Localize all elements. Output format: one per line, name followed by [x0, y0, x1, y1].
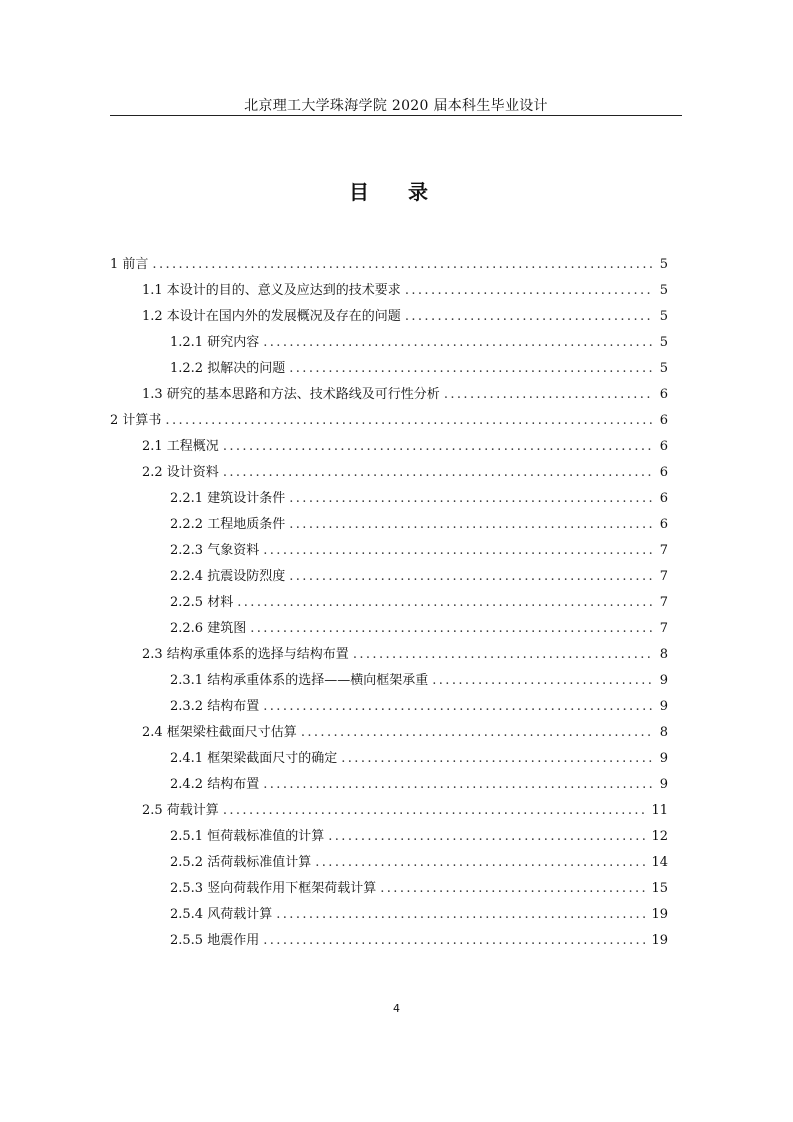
toc-entry-label: 2.3 结构承重体系的选择与结构布置 [142, 647, 349, 662]
toc-leader-dots [405, 280, 654, 302]
toc-entry-page: 14 [651, 855, 668, 870]
toc-entry-page: 9 [659, 751, 668, 766]
header-rule [110, 115, 682, 116]
toc-entry[interactable] [110, 254, 668, 280]
toc-entry-page: 19 [651, 907, 668, 922]
toc-entry[interactable] [110, 384, 668, 410]
toc-entry[interactable] [110, 410, 668, 436]
toc-entry-label: 2.2.2 工程地质条件 [170, 517, 286, 532]
toc-entry[interactable] [110, 358, 668, 384]
page-number: 4 [393, 1002, 400, 1015]
toc-leader-dots [328, 826, 647, 848]
toc-entry-label: 2.5 荷载计算 [142, 803, 219, 818]
toc-leader-dots [263, 332, 654, 354]
page-header: 北京理工大学珠海学院 2020 届本科生毕业设计 [244, 98, 548, 114]
toc-entry-page: 7 [659, 595, 668, 610]
toc-entry-page: 6 [659, 387, 668, 402]
toc-entry-label: 1.2 本设计在国内外的发展概况及存在的问题 [142, 309, 401, 324]
toc-entry-page: 5 [659, 257, 668, 272]
toc-entry-page: 6 [659, 439, 668, 454]
toc-entry[interactable] [110, 488, 668, 514]
toc-entry-label: 2.3.2 结构布置 [170, 699, 260, 714]
toc-leader-dots [237, 592, 654, 614]
toc-leader-dots [341, 748, 654, 770]
toc-entry-page: 8 [659, 725, 668, 740]
toc-entry-label: 2.5.3 竖向荷载作用下框架荷载计算 [170, 881, 377, 896]
toc-entry[interactable] [110, 852, 668, 878]
toc-entry-page: 8 [659, 647, 668, 662]
toc-entry[interactable] [110, 774, 668, 800]
toc-leader-dots [301, 722, 654, 744]
toc-entry[interactable] [110, 722, 668, 748]
toc-entry-label: 2.4 框架梁柱截面尺寸估算 [142, 725, 297, 740]
toc-entry-page: 5 [659, 283, 668, 298]
toc-entry[interactable] [110, 826, 668, 852]
toc-entry-label: 2 计算书 [110, 413, 162, 428]
toc-entry-label: 1 前言 [110, 257, 149, 272]
toc-entry-page: 6 [659, 491, 668, 506]
toc-entry[interactable] [110, 436, 668, 462]
toc-leader-dots [405, 306, 654, 328]
toc-leader-dots [353, 644, 654, 666]
toc-entry-page: 5 [659, 335, 668, 350]
toc-entry-page: 9 [659, 699, 668, 714]
toc-entry-label: 2.2.3 气象资料 [170, 543, 260, 558]
toc-entry-page: 7 [659, 569, 668, 584]
toc-entry-page: 19 [651, 933, 668, 948]
toc-entry-label: 1.3 研究的基本思路和方法、技术路线及可行性分析 [142, 387, 440, 402]
toc-entry-label: 2.5.4 风荷载计算 [170, 907, 273, 922]
toc-entry-label: 2.5.1 恒荷载标准值的计算 [170, 829, 325, 844]
toc-entry-label: 1.2.2 拟解决的问题 [170, 361, 286, 376]
toc-entry-page: 6 [659, 465, 668, 480]
toc-entry-label: 1.2.1 研究内容 [170, 335, 260, 350]
toc-entry-page: 9 [659, 777, 668, 792]
toc-entry-label: 2.5.5 地震作用 [170, 933, 260, 948]
toc-leader-dots [223, 800, 648, 822]
toc-entry[interactable] [110, 696, 668, 722]
toc-leader-dots [250, 618, 654, 640]
toc-entry-label: 2.2.4 抗震设防烈度 [170, 569, 286, 584]
toc-entry-page: 11 [651, 803, 668, 818]
page-title: 目 录 [349, 180, 444, 204]
toc-leader-dots [444, 384, 654, 406]
toc-leader-dots [263, 930, 647, 952]
toc-entry-label: 2.1 工程概况 [142, 439, 219, 454]
toc-leader-dots [263, 696, 654, 718]
toc-entry[interactable] [110, 644, 668, 670]
toc-leader-dots [289, 566, 654, 588]
toc-entry[interactable] [110, 566, 668, 592]
toc-entry[interactable] [110, 514, 668, 540]
toc-entry-page: 15 [651, 881, 668, 896]
toc-entry-label: 2.2.1 建筑设计条件 [170, 491, 286, 506]
toc-entry-page: 6 [659, 413, 668, 428]
toc-entry[interactable] [110, 878, 668, 904]
toc-leader-dots [263, 774, 654, 796]
toc-leader-dots [263, 540, 654, 562]
toc-entry-page: 5 [659, 361, 668, 376]
toc-entry-page: 7 [659, 621, 668, 636]
toc-entry-label: 2.2.5 材料 [170, 595, 234, 610]
toc-entry[interactable] [110, 332, 668, 358]
toc-leader-dots [152, 254, 654, 276]
toc-entry[interactable] [110, 540, 668, 566]
toc-leader-dots [276, 904, 647, 926]
toc-leader-dots [432, 670, 654, 692]
toc-entry-page: 5 [659, 309, 668, 324]
toc-entry[interactable] [110, 592, 668, 618]
toc-entry[interactable] [110, 618, 668, 644]
toc-leader-dots [223, 436, 654, 458]
toc-entry-label: 1.1 本设计的目的、意义及应达到的技术要求 [142, 283, 401, 298]
toc-leader-dots [289, 514, 654, 536]
toc-entry[interactable] [110, 904, 668, 930]
toc-entry[interactable] [110, 462, 668, 488]
toc-entry[interactable] [110, 306, 668, 332]
toc-entry-page: 12 [651, 829, 668, 844]
toc-entry[interactable] [110, 800, 668, 826]
toc-entry-label: 2.3.1 结构承重体系的选择——横向框架承重 [170, 673, 429, 688]
toc-leader-dots [315, 852, 647, 874]
toc-leader-dots [380, 878, 647, 900]
toc-entry[interactable] [110, 748, 668, 774]
toc-leader-dots [289, 358, 654, 380]
toc-entry-label: 2.2.6 建筑图 [170, 621, 247, 636]
toc-entry-label: 2.5.2 活荷载标准值计算 [170, 855, 312, 870]
toc-entry[interactable] [110, 930, 668, 956]
toc-entry-page: 7 [659, 543, 668, 558]
toc-entry[interactable] [110, 670, 668, 696]
toc-entry-label: 2.4.2 结构布置 [170, 777, 260, 792]
toc-entry[interactable] [110, 280, 668, 306]
toc-entry-page: 6 [659, 517, 668, 532]
table-of-contents [110, 254, 668, 956]
toc-leader-dots [223, 462, 654, 484]
toc-leader-dots [165, 410, 654, 432]
toc-entry-label: 2.2 设计资料 [142, 465, 219, 480]
toc-entry-label: 2.4.1 框架梁截面尺寸的确定 [170, 751, 338, 766]
toc-entry-page: 9 [659, 673, 668, 688]
toc-leader-dots [289, 488, 654, 510]
